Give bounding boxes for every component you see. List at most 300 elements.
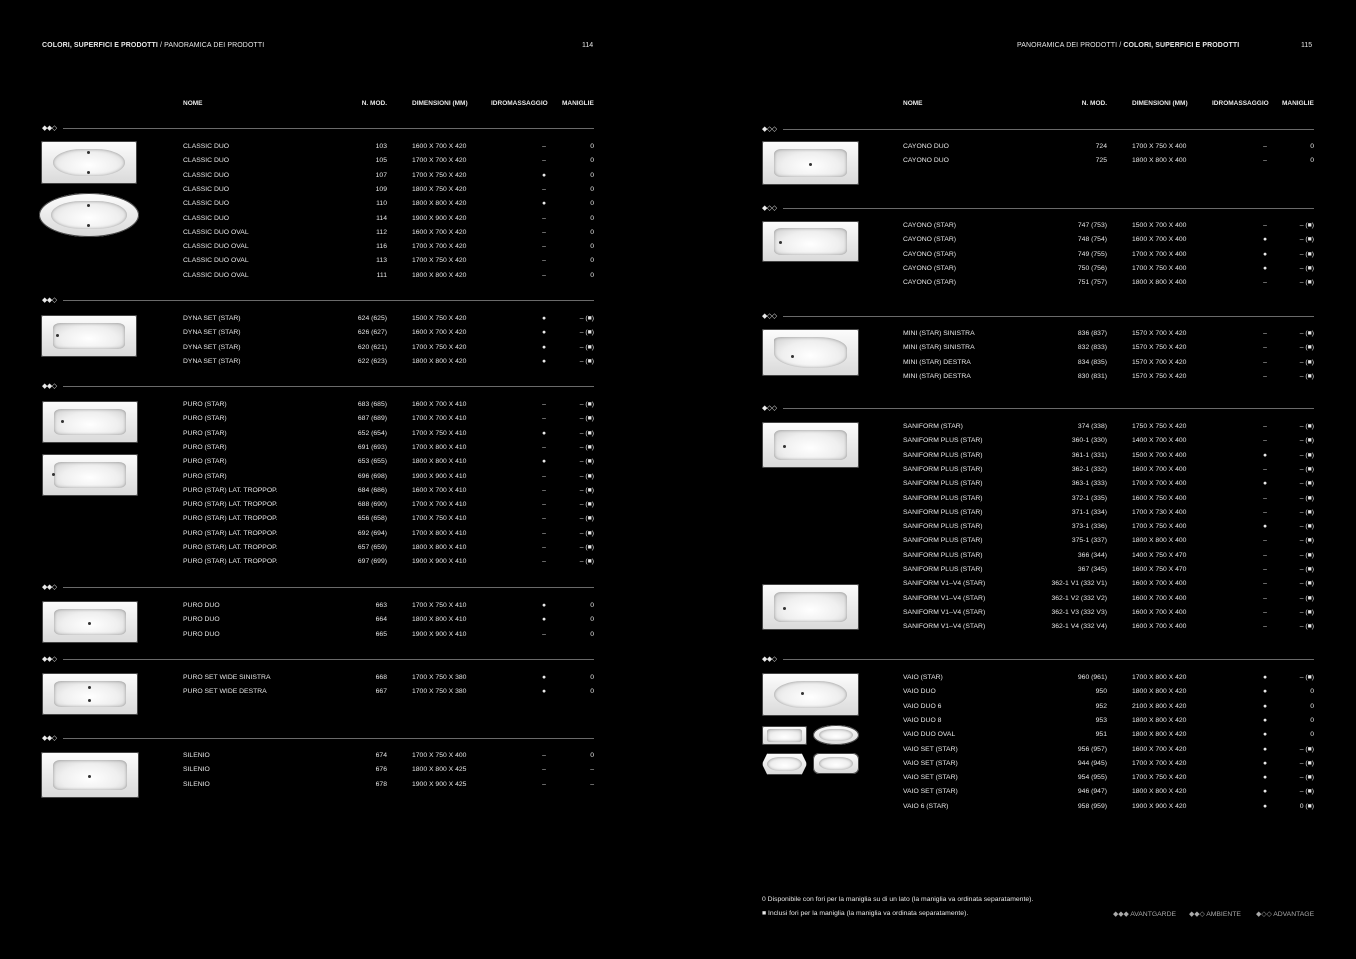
model-number: 620 (621) (357, 343, 387, 351)
divider-line (63, 300, 594, 301)
range-marker: ◆◆◇ (42, 584, 57, 591)
dimensions: 1600 X 700 X 400 (1132, 623, 1187, 631)
model-number: 951 (1095, 731, 1107, 739)
product-name: SANIFORM V1–V4 (STAR) (903, 623, 986, 631)
hydromassage: – (1263, 608, 1267, 616)
hydromassage: ● (541, 616, 547, 624)
dimensions: 1800 X 800 X 410 (412, 544, 467, 551)
legend-marker: ◆◆◇ (1189, 911, 1205, 918)
model-number: 663 (375, 602, 387, 609)
model-number: 956 (957) (1077, 745, 1107, 753)
product-name: VAIO 6 (STAR) (903, 802, 949, 810)
handles: 0 (590, 616, 594, 624)
table-row (0, 498, 678, 512)
handles: 0 (590, 752, 594, 759)
range-marker: ◆◆◇ (42, 735, 57, 742)
dimensions: 1700 X 700 X 410 (412, 415, 467, 423)
dimensions: 1700 X 800 X 420 (1132, 674, 1187, 681)
product-name: PURO (STAR) LAT. TROPPOP. (183, 544, 278, 551)
product-name: SANIFORM V1–V4 (STAR) (903, 594, 986, 602)
hydromassage: – (1263, 143, 1267, 150)
range-marker: ◆◆◇ (42, 656, 57, 663)
handles: – (■) (1299, 358, 1314, 366)
product-image-dyna-set (41, 315, 137, 357)
product-name: PURO (STAR) (183, 443, 227, 451)
hydromassage: – (1263, 494, 1267, 502)
model-number: 678 (375, 780, 387, 788)
product-name: SILENIO (183, 766, 210, 774)
product-name: SANIFORM PLUS (STAR) (903, 451, 983, 459)
product-image-classic-duo-oval (39, 193, 139, 237)
model-number: 656 (658) (357, 515, 387, 523)
hydromassage: ● (541, 674, 547, 681)
handles: – (■) (1299, 745, 1314, 753)
product-name: PURO (STAR) (183, 472, 227, 480)
product-name: PURO (STAR) LAT. TROPPOP. (183, 501, 278, 509)
model-number: 950 (1095, 688, 1107, 696)
handles: 0 (590, 688, 594, 696)
handles: 0 (590, 243, 594, 251)
model-number: 687 (689) (357, 415, 387, 423)
dimensions: 1900 X 900 X 410 (412, 472, 467, 480)
model-number: 668 (375, 674, 387, 681)
hydromassage: – (542, 472, 546, 480)
hydromassage: – (542, 257, 546, 265)
dimensions: 1700 X 730 X 400 (1132, 508, 1187, 516)
dimensions: 1800 X 800 X 400 (1132, 537, 1187, 545)
product-name: VAIO DUO OVAL (903, 731, 956, 739)
dimensions: 1600 X 700 X 420 (1132, 745, 1187, 753)
table-row (0, 254, 678, 268)
model-number: 375-1 (337) (1071, 537, 1107, 545)
handles: 0 (590, 171, 594, 179)
product-name: PURO DUO (183, 616, 220, 624)
product-name: SANIFORM PLUS (STAR) (903, 523, 983, 531)
range-marker: ◆◇◇ (762, 205, 777, 212)
dimensions: 1700 X 700 X 420 (1132, 759, 1187, 767)
hydromassage: – (1263, 330, 1267, 337)
handles: – (■) (1299, 344, 1314, 352)
product-image-saniform (762, 422, 859, 468)
hydromassage: – (542, 780, 546, 788)
handles: – (■) (1299, 250, 1314, 258)
handles: 0 (590, 271, 594, 279)
model-number: 113 (376, 257, 387, 265)
model-number: 361-1 (331) (1071, 451, 1107, 459)
table-row (0, 512, 678, 526)
handles: – (■) (579, 415, 594, 423)
dimensions: 1570 X 700 X 420 (1132, 358, 1187, 366)
hydromassage: – (1263, 222, 1267, 229)
product-name: CLASSIC DUO (183, 157, 230, 165)
col-idro-header: IDROMASSAGGIO (1212, 100, 1269, 107)
handles: – (■) (579, 472, 594, 480)
hydromassage: – (1263, 344, 1267, 352)
product-name: VAIO (STAR) (903, 674, 943, 681)
dimensions: 1800 X 800 X 420 (1132, 788, 1187, 796)
product-name: PURO (STAR) (183, 458, 227, 466)
table-row (678, 549, 1356, 563)
product-image-puro-set-wide (42, 673, 138, 715)
table-row (0, 269, 678, 283)
model-number: 954 (955) (1077, 774, 1107, 782)
table-row (0, 555, 678, 569)
hydromassage: – (542, 544, 546, 551)
handles: 0 (590, 200, 594, 208)
handles: – (■) (1299, 279, 1314, 287)
hydromassage: ● (1262, 523, 1268, 531)
product-name: PURO (STAR) LAT. TROPPOP. (183, 486, 278, 494)
model-number: 692 (694) (357, 529, 387, 537)
dimensions: 1700 X 750 X 420 (412, 171, 467, 179)
model-number: 107 (375, 171, 387, 179)
product-name: SILENIO (183, 780, 210, 788)
product-name: VAIO DUO (903, 688, 936, 696)
hydromassage: ● (1262, 731, 1268, 739)
hydromassage: ● (541, 429, 547, 437)
left-header (42, 42, 264, 49)
dimensions: 1700 X 750 X 420 (412, 343, 467, 351)
dimensions: 1600 X 700 X 410 (412, 486, 467, 494)
header-section-bold: COLORI, SUPERFICI E PRODOTTI (1123, 42, 1240, 49)
divider-line (783, 129, 1314, 130)
product-name: DYNA SET (STAR) (183, 315, 241, 322)
col-name-header: NOME (183, 100, 203, 107)
dimensions: 1570 X 700 X 420 (1132, 330, 1187, 337)
dimensions: 1600 X 700 X 420 (412, 228, 467, 236)
footnote-0: 0 Disponibile con fori per la maniglia su di un lato (la maniglia va ordinata separatamente). (762, 896, 1034, 903)
model-number: 836 (837) (1077, 330, 1107, 337)
dimensions: 1700 X 700 X 410 (412, 501, 467, 509)
hydromassage: ● (1262, 264, 1268, 272)
model-number: 832 (833) (1077, 344, 1107, 352)
range-marker: ◆◇◇ (762, 313, 777, 320)
handles: – (■) (1299, 236, 1314, 244)
handles: – (■) (1299, 222, 1314, 229)
hydromassage: – (542, 515, 546, 523)
product-image-mini (762, 329, 859, 376)
handles: – (■) (579, 429, 594, 437)
model-number: 109 (375, 185, 387, 193)
hydromassage: – (1263, 437, 1267, 445)
handles: – (■) (1299, 594, 1314, 602)
handles: – (■) (579, 343, 594, 351)
hydromassage: – (542, 401, 546, 408)
product-name: MINI (STAR) SINISTRA (903, 330, 975, 337)
hydromassage: ● (1262, 745, 1268, 753)
product-name: CAYONO (STAR) (903, 250, 956, 258)
handles: 0 (1310, 716, 1314, 724)
handles: – (■) (1299, 451, 1314, 459)
table-row (678, 477, 1356, 491)
handles: – (■) (579, 501, 594, 509)
hydromassage: – (1263, 551, 1267, 559)
legend-marker: ◆◆◆ (1113, 911, 1129, 918)
dimensions: 1700 X 700 X 420 (412, 157, 467, 165)
product-name: PURO DUO (183, 630, 220, 638)
model-number: 360-1 (330) (1071, 437, 1107, 445)
dimensions: 1700 X 750 X 420 (412, 257, 467, 265)
model-number: 112 (376, 228, 387, 236)
handles: – (■) (1299, 759, 1314, 767)
product-name: CLASSIC DUO (183, 171, 230, 179)
legend-marker: ◆◇◇ (1256, 911, 1272, 918)
model-number: 622 (623) (357, 357, 387, 365)
hydromassage: – (542, 501, 546, 509)
hydromassage: ● (1262, 688, 1268, 696)
handles: – (■) (579, 458, 594, 466)
handles: 0 (1310, 688, 1314, 696)
product-name: SANIFORM V1–V4 (STAR) (903, 608, 986, 616)
table-row (0, 527, 678, 541)
handles: – (■) (1299, 465, 1314, 473)
hydromassage: ● (541, 357, 547, 365)
model-number: 696 (698) (357, 472, 387, 480)
divider-line (783, 208, 1314, 209)
hydromassage: – (542, 271, 546, 279)
product-name: CAYONO DUO (903, 143, 949, 150)
hydromassage: ● (1262, 250, 1268, 258)
product-name: VAIO SET (STAR) (903, 774, 958, 782)
hydromassage: – (1263, 279, 1267, 287)
hydromassage: – (1263, 594, 1267, 602)
product-name: DYNA SET (STAR) (183, 329, 241, 337)
product-name: CLASSIC DUO (183, 200, 230, 208)
handles: – (■) (1299, 774, 1314, 782)
handles: – (■) (579, 401, 594, 408)
col-idro-header: IDROMASSAGGIO (491, 100, 548, 107)
table-row (678, 785, 1356, 799)
product-name: VAIO SET (STAR) (903, 759, 958, 767)
dimensions: 1570 X 750 X 420 (1132, 372, 1187, 380)
header-separator: / (1117, 42, 1124, 49)
model-number: 751 (757) (1077, 279, 1107, 287)
product-image-puro-lat (42, 454, 138, 496)
product-name: VAIO SET (STAR) (903, 745, 958, 753)
hydromassage: – (542, 766, 546, 774)
dimensions: 1800 X 800 X 420 (412, 357, 467, 365)
product-name: VAIO DUO 6 (903, 702, 942, 710)
model-number: 674 (375, 752, 387, 759)
header-section: PANORAMICA DEI PRODOTTI (164, 42, 265, 49)
legend-ambiente (1189, 910, 1241, 918)
handles: – (■) (1299, 523, 1314, 531)
model-number: 657 (659) (357, 544, 387, 551)
model-number: 362-1 V3 (332 V3) (1051, 608, 1107, 616)
product-image-vaio-duo-oval (813, 725, 859, 745)
handles: – (■) (579, 357, 594, 365)
model-number: 110 (376, 200, 387, 208)
table-row (678, 520, 1356, 534)
dimensions: 1600 X 700 X 400 (1132, 580, 1187, 588)
handles: 0 (590, 602, 594, 609)
dimensions: 1900 X 900 X 420 (1132, 802, 1187, 810)
product-image-vaio-duo-6 (762, 753, 807, 775)
product-image-cayono-duo (762, 141, 859, 185)
legend-label: AMBIENTE (1206, 911, 1241, 918)
model-number: 114 (376, 214, 387, 222)
dimensions: 1700 X 750 X 380 (412, 674, 467, 681)
legend-label: ADVANTAGE (1273, 911, 1315, 918)
range-marker: ◆◆◇ (762, 656, 777, 663)
product-name: VAIO DUO 8 (903, 716, 942, 724)
product-name: CLASSIC DUO OVAL (183, 271, 249, 279)
hydromassage: – (542, 214, 546, 222)
range-marker: ◆◆◇ (42, 383, 57, 390)
model-number: 952 (1095, 702, 1107, 710)
dimensions: 1600 X 750 X 470 (1132, 566, 1187, 573)
dimensions: 1700 X 750 X 400 (1132, 143, 1187, 150)
handles: 0 (1310, 143, 1314, 150)
handles: – (■) (1299, 480, 1314, 488)
dimensions: 1700 X 750 X 400 (412, 752, 467, 759)
product-name: PURO (STAR) LAT. TROPPOP. (183, 515, 278, 523)
model-number: 374 (338) (1077, 423, 1107, 430)
dimensions: 1600 X 750 X 400 (1132, 494, 1187, 502)
model-number: 944 (945) (1077, 759, 1107, 767)
handles: – (590, 780, 594, 788)
product-image-classic-duo (41, 141, 137, 184)
product-name: MINI (STAR) DESTRA (903, 372, 971, 380)
model-number: 725 (1095, 157, 1107, 165)
col-name-header: NOME (903, 100, 923, 107)
right-page (678, 0, 1356, 959)
product-name: CAYONO (STAR) (903, 279, 956, 287)
dimensions: 1400 X 700 X 400 (1132, 437, 1187, 445)
model-number: 697 (699) (357, 558, 387, 566)
dimensions: 1750 X 750 X 420 (1132, 423, 1187, 430)
handles: – (■) (1299, 330, 1314, 337)
handles: – (■) (1299, 674, 1314, 681)
dimensions: 1400 X 750 X 470 (1132, 551, 1187, 559)
page-number: 114 (582, 42, 594, 49)
model-number: 652 (654) (357, 429, 387, 437)
divider-line (63, 128, 594, 129)
hydromassage: ● (1262, 236, 1268, 244)
dimensions: 1600 X 700 X 420 (412, 329, 467, 337)
product-image-vaio (762, 673, 859, 716)
hydromassage: – (1263, 372, 1267, 380)
product-name: VAIO SET (STAR) (903, 788, 958, 796)
dimensions: 1700 X 800 X 410 (412, 529, 467, 537)
dimensions: 1600 X 700 X 400 (1132, 236, 1187, 244)
dimensions: 1900 X 900 X 410 (412, 558, 467, 566)
product-name: PURO (STAR) LAT. TROPPOP. (183, 558, 278, 566)
product-image-vaio-duo (762, 726, 807, 745)
range-marker: ◆◆◇ (42, 297, 57, 304)
product-name: SANIFORM PLUS (STAR) (903, 537, 983, 545)
product-name: SANIFORM V1–V4 (STAR) (903, 580, 986, 588)
dimensions: 1700 X 750 X 380 (412, 688, 467, 696)
hydromassage: – (542, 228, 546, 236)
handles: 0 (590, 674, 594, 681)
hydromassage: ● (1262, 480, 1268, 488)
table-row (678, 506, 1356, 520)
hydromassage: – (542, 558, 546, 566)
product-name: MINI (STAR) DESTRA (903, 358, 971, 366)
product-name: PURO (STAR) (183, 429, 227, 437)
hydromassage: ● (541, 688, 547, 696)
dimensions: 1800 X 800 X 420 (1132, 731, 1187, 739)
product-image-silenio (41, 752, 139, 798)
handles: 0 (■) (1299, 802, 1314, 810)
product-name: DYNA SET (STAR) (183, 357, 241, 365)
footnote-1: ■ Inclusi fori per la maniglia (la maniglia va ordinata separatamente). (762, 910, 969, 917)
dimensions: 1800 X 800 X 425 (412, 766, 467, 774)
model-number: 363-1 (333) (1071, 480, 1107, 488)
hydromassage: ● (1262, 674, 1268, 681)
product-name: CLASSIC DUO OVAL (183, 228, 249, 236)
product-name: CLASSIC DUO OVAL (183, 243, 249, 251)
hydromassage: ● (541, 200, 547, 208)
hydromassage: ● (1262, 716, 1268, 724)
handles: 0 (590, 228, 594, 236)
product-name: CAYONO DUO (903, 157, 949, 165)
product-name: SANIFORM PLUS (STAR) (903, 437, 983, 445)
product-image-puro-duo (42, 601, 138, 643)
product-name: PURO SET WIDE SINISTRA (183, 674, 271, 681)
divider-line (63, 587, 594, 588)
model-number: 946 (947) (1077, 788, 1107, 796)
hydromassage: ● (1262, 451, 1268, 459)
model-number: 665 (375, 630, 387, 638)
model-number: 958 (959) (1077, 802, 1107, 810)
handles: 0 (1310, 702, 1314, 710)
hydromassage: – (1263, 465, 1267, 473)
hydromassage: – (542, 630, 546, 638)
hydromassage: – (1263, 358, 1267, 366)
handles: – (■) (1299, 264, 1314, 272)
dimensions: 1800 X 800 X 420 (412, 200, 467, 208)
hydromassage: – (542, 143, 546, 150)
model-number: 676 (375, 766, 387, 774)
header-separator: / (157, 42, 165, 49)
dimensions: 1600 X 700 X 400 (1132, 608, 1187, 616)
dimensions: 1500 X 700 X 400 (1132, 222, 1187, 229)
model-number: 362-1 V1 (332 V1) (1051, 580, 1107, 588)
handles: – (■) (579, 558, 594, 566)
handles: 0 (1310, 157, 1314, 165)
handles: – (■) (1299, 372, 1314, 380)
handles: – (590, 766, 594, 774)
model-number: 749 (755) (1077, 250, 1107, 258)
handles: – (■) (579, 443, 594, 451)
model-number: 103 (375, 143, 387, 150)
dimensions: 1700 X 750 X 410 (412, 602, 467, 609)
product-name: PURO (STAR) (183, 401, 227, 408)
product-name: CAYONO (STAR) (903, 222, 956, 229)
handles: – (■) (579, 515, 594, 523)
model-number: 373-1 (336) (1071, 523, 1107, 531)
product-name: CLASSIC DUO (183, 185, 230, 193)
dimensions: 1700 X 700 X 400 (1132, 480, 1187, 488)
dimensions: 1600 X 700 X 400 (1132, 465, 1187, 473)
hydromassage: – (1263, 580, 1267, 588)
model-number: 111 (376, 271, 387, 279)
range-marker: ◆◇◇ (762, 126, 777, 133)
range-marker: ◆◇◇ (762, 405, 777, 412)
hydromassage: ● (541, 315, 547, 322)
product-name: SANIFORM PLUS (STAR) (903, 508, 983, 516)
dimensions: 1700 X 750 X 410 (412, 515, 467, 523)
table-row (0, 541, 678, 555)
divider-line (783, 316, 1314, 317)
model-number: 116 (376, 243, 387, 251)
hydromassage: – (1263, 423, 1267, 430)
divider-line (63, 738, 594, 739)
hydromassage: ● (541, 329, 547, 337)
handles: – (■) (1299, 423, 1314, 430)
